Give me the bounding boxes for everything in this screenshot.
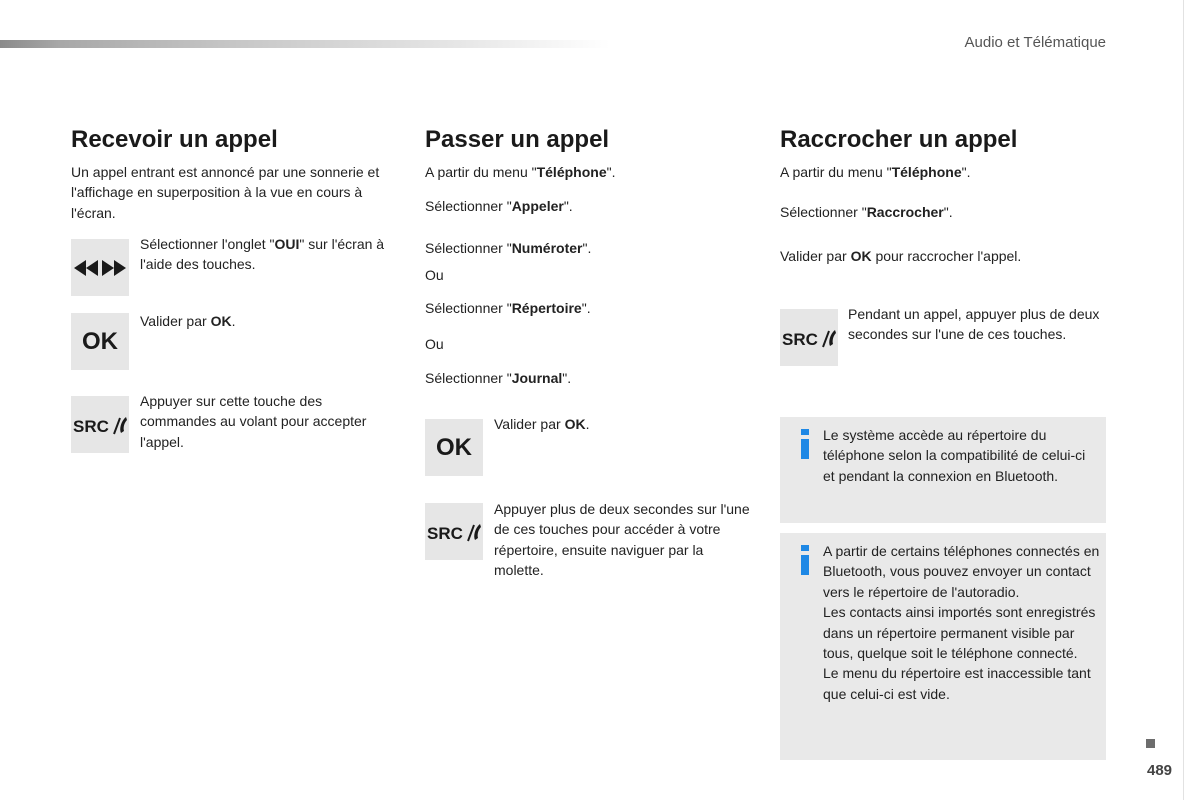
info-contacts-para-2: Les contacts ainsi importés sont enregistrés dans un répertoire permanent visible par tous, quelque soit le téléphone connecté. xyxy=(823,604,1096,662)
src-phone-key-icon xyxy=(426,520,482,544)
place-step-src: Appuyer plus de deux secondes sur l'une de ces touches pour accéder à votre répertoire, ensuite naviguer par la molette. xyxy=(494,501,750,579)
src-phone-key-icon xyxy=(781,326,837,350)
src-key xyxy=(71,396,129,453)
page-number: 489 xyxy=(1147,762,1173,779)
src-label: SRC xyxy=(427,523,463,543)
place-line-repertoire: Sélectionner "Répertoire". xyxy=(425,300,591,316)
heading-hang-up: Raccrocher un appel xyxy=(780,126,1018,153)
info-box-contacts xyxy=(780,533,1106,760)
header-gradient-bar xyxy=(0,40,610,48)
hangup-line-menu: A partir du menu "Téléphone". xyxy=(780,164,971,180)
receive-intro: Un appel entrant est annoncé par une sonnerie et l'affichage en superposition à la vue en cours à l'écran. xyxy=(71,164,380,221)
src-key xyxy=(780,309,838,366)
phone-handset-icon xyxy=(829,330,836,346)
section-title: Audio et Télématique xyxy=(964,34,1106,51)
heading-receive-call: Recevoir un appel xyxy=(71,126,278,153)
place-line-appeler: Sélectionner "Appeler". xyxy=(425,198,573,214)
page-edge-rule xyxy=(1183,0,1184,800)
ok-key: OK xyxy=(425,419,483,476)
src-key xyxy=(425,503,483,560)
info-contacts-para-3: Le menu du répertoire est inaccessible tant que celui-ci est vide. xyxy=(823,665,1091,702)
page-marker xyxy=(1146,739,1155,748)
phone-handset-icon xyxy=(474,524,481,540)
receive-step-validate: Valider par OK. xyxy=(140,313,236,329)
ok-key: OK xyxy=(71,313,129,370)
src-phone-key-icon xyxy=(72,413,128,437)
receive-step-select-oui: Sélectionner l'onglet "OUI" sur l'écran à l'aide des touches. xyxy=(140,236,385,273)
heading-place-call: Passer un appel xyxy=(425,126,610,153)
info-text-contacts xyxy=(823,541,1101,704)
info-icon xyxy=(796,429,816,459)
hangup-line-validate: Valider par OK pour raccrocher l'appel. xyxy=(780,248,1022,264)
seek-arrows-icon xyxy=(73,258,127,278)
src-label: SRC xyxy=(73,416,109,436)
place-or-1: Ou xyxy=(425,267,444,283)
info-text-compatibility: Le système accède au répertoire du téléphone selon la compatibilité de celui-ci et pendant la connexion en Bluetooth. xyxy=(823,427,1086,484)
hangup-step-src: Pendant un appel, appuyer plus de deux secondes sur l'une de ces touches. xyxy=(848,306,1100,343)
place-line-numeroter: Sélectionner "Numéroter". xyxy=(425,240,592,256)
src-label: SRC xyxy=(782,329,818,349)
info-icon xyxy=(796,545,816,575)
info-contacts-para-1: A partir de certains téléphones connectés en Bluetooth, vous pouvez envoyer un contact vers le répertoire de l'autoradio. xyxy=(823,543,1100,600)
hangup-line-raccrocher: Sélectionner "Raccrocher". xyxy=(780,204,953,220)
receive-step-accept: Appuyer sur cette touche des commandes au volant pour accepter l'appel. xyxy=(140,393,367,450)
place-line-menu: A partir du menu "Téléphone". xyxy=(425,164,616,180)
phone-handset-icon xyxy=(120,417,127,433)
place-or-2: Ou xyxy=(425,336,444,352)
seek-keys xyxy=(71,239,129,296)
info-box-compatibility xyxy=(780,417,1106,523)
place-step-validate: Valider par OK. xyxy=(494,416,590,432)
place-line-journal: Sélectionner "Journal". xyxy=(425,370,572,386)
